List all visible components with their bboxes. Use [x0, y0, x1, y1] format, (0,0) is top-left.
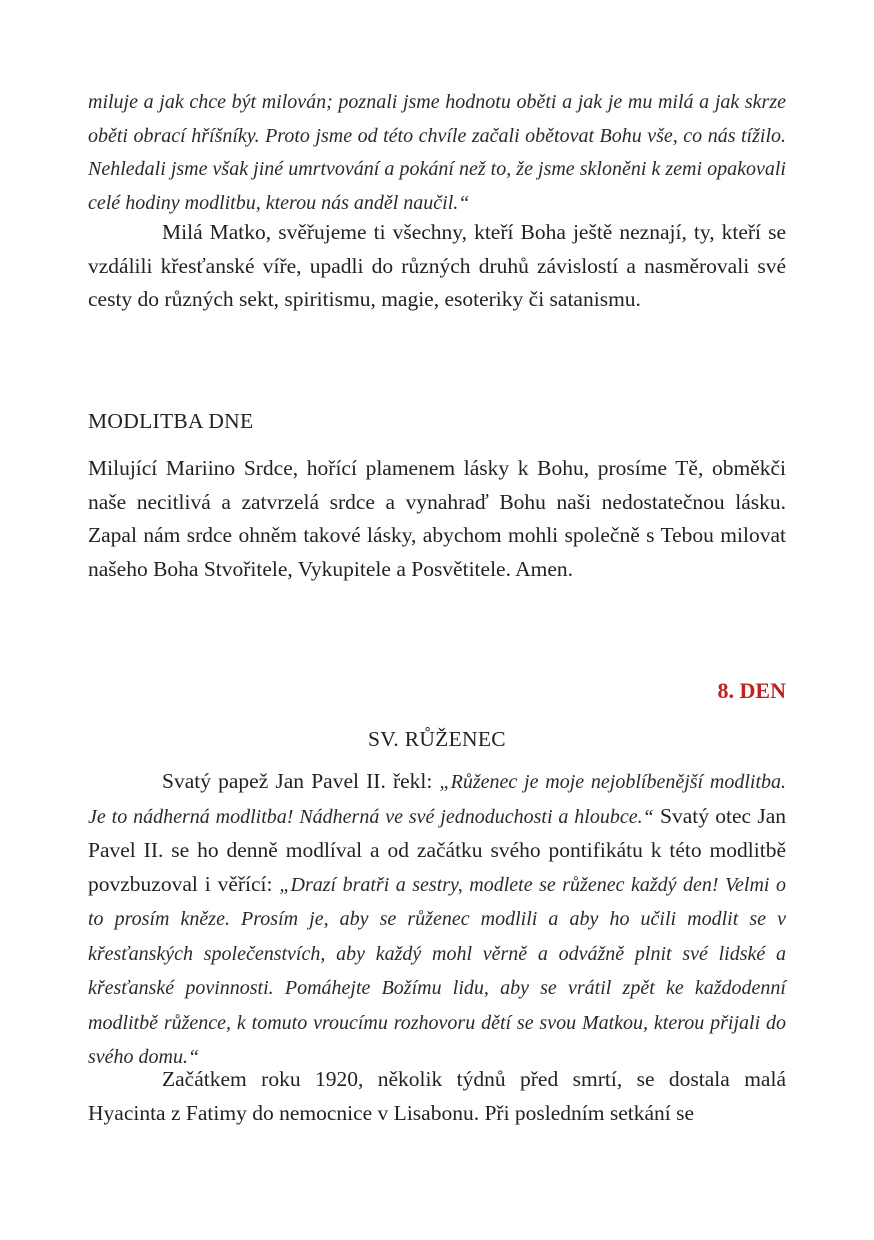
heading-ruzenec: SV. RŮŽENEC [368, 727, 506, 751]
papez-quote-1: „Růženec je moje nejoblíbenější modlitba. Je to nádherná modlitba! Nádherná ve své jednoduchosti a hloubce.“ [88, 771, 787, 828]
papez-quote-2: „Drazí bratři a sestry, modlete se růženec každý den! Velmi o to prosím kněze. Prosím je, aby se růženec modlili a aby ho učili modlit se v křesťanských společenstvích, aby každý mohl věrně a odvážně plnit své lidské a křesťanské povinnosti. Pomáhejte Božímu lidu, aby se vrátil zpět ke každodenní modlitbě růžence, k tomuto vroucímu rozhovoru dětí se svou Matkou, kterou přijali do svého domu.“ [88, 873, 786, 1068]
paragraph-prayer: Milující Mariino Srdce, hořící plamenem lásky k Bohu, prosíme Tě, obměkči naše necitlivá a zatvrzelá srdce a vynahraď Bohu naši nedostatečnou lásku. Zapal nám srdce ohněm takové lásky, abychom mohli společně s Tebou milovat našeho Boha Stvořitele, Vykupitele a Posvětitele. Amen. [88, 456, 786, 581]
papez-text-2: Svatý otec Jan Pavel II. se ho denně modlíval a od začátku svého pontifikátu k této modlitbě povzbuzoval i věřící: [88, 803, 786, 896]
day-label: 8. DEN [717, 678, 786, 703]
paragraph-papez [88, 765, 786, 1075]
paragraph-quote-end: miluje a jak chce být milován; poznali jsme hodnotu oběti a jak je mu milá a jak skrze oběti obrací hříšníky. Proto jsme od této chvíle začali obětovat Bohu vše, co nás tížilo. Nehledali jsme však jiné umrtvování a pokání než to, že jsme skloněni k zemi opakovali celé hodiny modlitbu, kterou nás anděl naučil.“ [88, 91, 786, 214]
heading-modlitba-dne: MODLITBA DNE [88, 409, 254, 433]
paragraph-zacatkem: Začátkem roku 1920, několik týdnů před smrtí, se dostala malá Hyacinta z Fatimy do nemocnice v Lisabonu. Při posledním setkání se [88, 1067, 786, 1125]
paragraph-mila-matko: Milá Matko, svěřujeme ti všechny, kteří Boha ještě neznají, ty, kteří se vzdálili křesťanské víře, upadli do různých druhů závislostí a nasměrovali své cesty do různých sekt, spiritismu, magie, esoteriky či satanismu. [88, 220, 786, 311]
papez-text-1: Svatý papež Jan Pavel II. řekl: [162, 769, 440, 793]
